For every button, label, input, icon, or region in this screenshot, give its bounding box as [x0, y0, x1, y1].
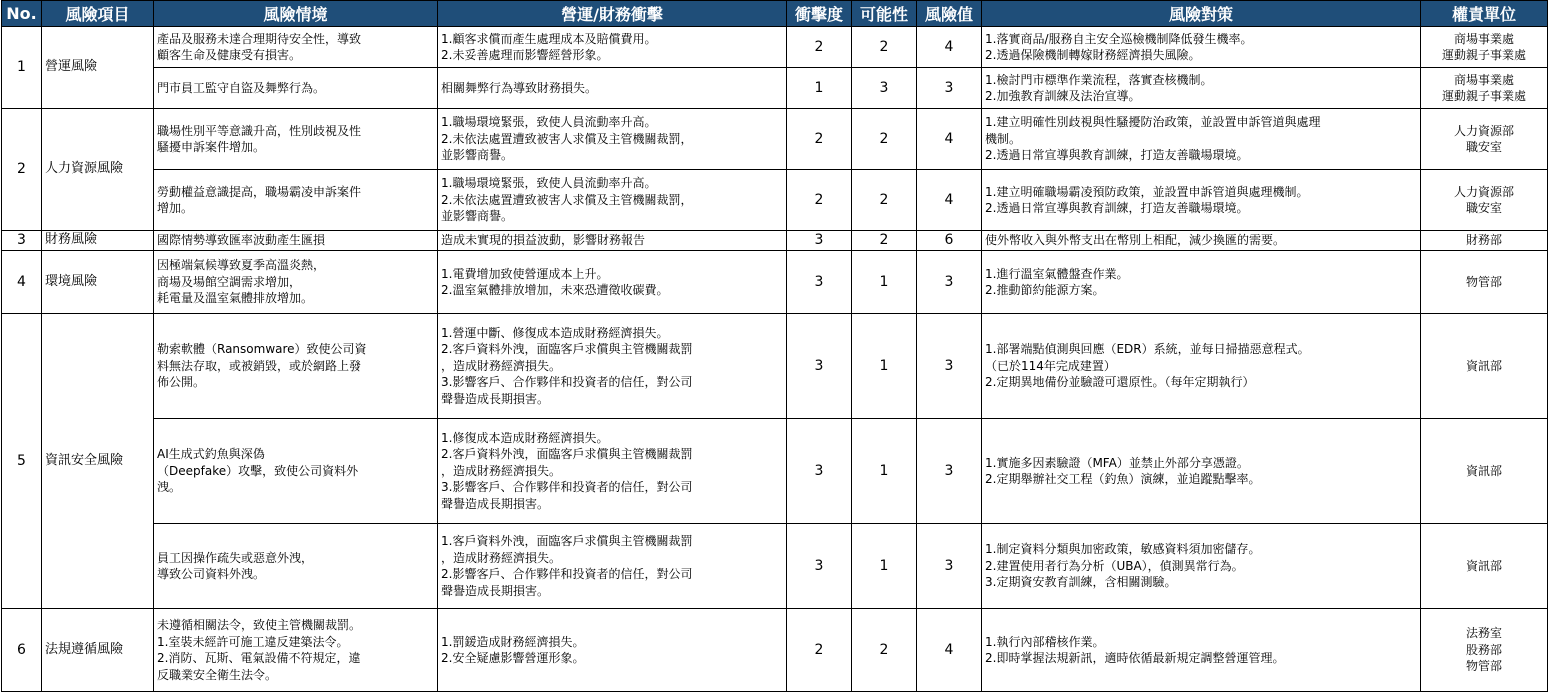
- header-risk-scenario: 風險情境: [154, 1, 438, 27]
- responsible-unit: [1421, 170, 1548, 231]
- risk-scenario-line: 因極端氣候導致夏季高溫炎熱，: [157, 258, 326, 273]
- likelihood-value: 2: [852, 231, 917, 251]
- likelihood-value: 2: [852, 27, 917, 68]
- risk-value: 3: [917, 524, 982, 609]
- risk-scenario: [154, 109, 438, 170]
- risk-countermeasure-line: 2.定期異地備份並驗證可還原性。（每年定期執行）: [985, 375, 1255, 390]
- risk-scenario: [154, 68, 438, 109]
- responsible-unit: [1421, 524, 1548, 609]
- responsible-unit-line: 商場事業處: [1453, 31, 1514, 46]
- operational-impact-line: 2.未妥善處理而影響經營形象。: [441, 48, 609, 62]
- risk-scenario: [154, 609, 438, 692]
- responsible-unit-line: 法務室: [1465, 626, 1502, 641]
- operational-impact: [438, 524, 787, 609]
- risk-value: 4: [917, 609, 982, 692]
- operational-impact-line: 1.職場環境緊張，致使人員流動率升高。: [441, 176, 657, 191]
- operational-impact-line: 1.修復成本造成財務經濟損失。: [441, 430, 609, 445]
- likelihood-value: 3: [852, 68, 917, 109]
- severity-value: 1: [787, 68, 852, 109]
- responsible-unit-line: 資訊部: [1465, 358, 1502, 373]
- risk-countermeasure: [982, 314, 1421, 419]
- likelihood-value: 2: [852, 170, 917, 231]
- responsible-unit: [1421, 419, 1548, 524]
- table-row: [2, 314, 1548, 419]
- operational-impact-line: 並影響商譽。: [441, 209, 514, 224]
- operational-impact-line: 2.安全疑慮影響營運形象。: [441, 651, 585, 665]
- risk-countermeasure-line: 2.加強教育訓練及法治宣導。: [985, 89, 1141, 103]
- operational-impact-line: 聲譽造成長期損害。: [441, 583, 550, 598]
- risk-countermeasure-line: （已於114年完成建置）: [985, 358, 1116, 373]
- operational-impact-line: 並影響商譽。: [441, 148, 514, 163]
- risk-countermeasure-line: 2.建置使用者行為分析（UBA），偵測異常行為。: [985, 558, 1244, 573]
- risk-category: 法規遵循風險: [42, 609, 154, 692]
- risk-countermeasure: [982, 251, 1421, 314]
- risk-scenario-line: 騷擾申訴案件增加。: [157, 140, 266, 154]
- operational-impact-line: 1.顧客求償而產生處理成本及賠償費用。: [441, 31, 657, 46]
- risk-scenario-line: 1.室裝未經許可施工違反建築法令。: [157, 634, 349, 649]
- responsible-unit-line: 物管部: [1465, 659, 1502, 674]
- risk-scenario-line: 職場性別平等意識升高，性別歧視及性: [157, 123, 362, 138]
- risk-countermeasure-line: 2.定期舉辦社交工程（釣魚）演練，並追蹤點擊率。: [985, 472, 1261, 486]
- responsible-unit-line: 資訊部: [1465, 463, 1502, 478]
- operational-impact-line: ，造成財務經濟損失。: [441, 550, 562, 565]
- operational-impact-line: 1.營運中斷、修復成本造成財務經濟損失。: [441, 325, 669, 340]
- header-responsible-unit: 權責單位: [1421, 1, 1548, 27]
- severity-value: 3: [787, 419, 852, 524]
- operational-impact-line: 1.職場環境緊張，致使人員流動率升高。: [441, 115, 657, 130]
- risk-scenario: [154, 419, 438, 524]
- severity-value: 3: [787, 524, 852, 609]
- responsible-unit-line: 人力資源部: [1453, 184, 1514, 199]
- table-row: [2, 251, 1548, 314]
- operational-impact-line: 2.影響客戶、合作夥伴和投資者的信任，對公司: [441, 567, 693, 581]
- responsible-unit-line: 資訊部: [1465, 558, 1502, 573]
- risk-scenario-line: 反職業安全衛生法令。: [157, 667, 278, 682]
- risk-countermeasure-line: 1.實施多因素驗證（MFA）並禁止外部分享憑證。: [985, 455, 1249, 470]
- responsible-unit-line: 股務部: [1465, 642, 1502, 657]
- risk-countermeasure-line: 1.制定資料分類與加密政策，敏感資料須加密儲存。: [985, 542, 1261, 557]
- risk-countermeasure-line: 2.透過保險機制轉嫁財務經濟損失風險。: [985, 48, 1201, 62]
- risk-countermeasure-line: 1.部署端點偵測與回應（EDR）系統，並每日掃描惡意程式。: [985, 342, 1310, 357]
- risk-countermeasure-line: 3.定期資安教育訓練，含相關測驗。: [985, 575, 1177, 590]
- risk-countermeasure-line: 1.建立明確性別歧視與性騷擾防治政策，並設置申訴管道與處理: [985, 115, 1321, 130]
- header-risk-value: 風險值: [917, 1, 982, 27]
- table-row: [2, 524, 1548, 609]
- header-likelihood: 可能性: [852, 1, 917, 27]
- severity-value: 2: [787, 109, 852, 170]
- severity-value: 2: [787, 609, 852, 692]
- risk-scenario-line: 勞動權益意識提高，職場霸凌申訴案件: [157, 184, 362, 199]
- operational-impact: [438, 170, 787, 231]
- risk-scenario: [154, 524, 438, 609]
- risk-category: 營運風險: [42, 27, 154, 109]
- risk-countermeasure-line: 使外幣收入與外幣支出在幣別上相配，減少換匯的需要。: [985, 233, 1286, 248]
- severity-value: 2: [787, 27, 852, 68]
- header-row: [2, 1, 1548, 27]
- operational-impact: [438, 419, 787, 524]
- risk-number: 3: [2, 231, 42, 251]
- risk-countermeasure-line: 1.執行內部稽核作業。: [985, 634, 1105, 649]
- risk-scenario-line: 顧客生命及健康受有損害。: [157, 48, 302, 62]
- operational-impact-line: 造成未實現的損益波動，影響財務報告: [441, 233, 646, 248]
- operational-impact-line: 2.未依法處置遭致被害人求償及主管機關裁罰，: [441, 131, 693, 146]
- risk-value: 3: [917, 251, 982, 314]
- risk-value: 4: [917, 170, 982, 231]
- responsible-unit: [1421, 251, 1548, 314]
- risk-table: [1, 0, 1548, 692]
- risk-scenario-line: 洩。: [157, 480, 182, 495]
- likelihood-value: 2: [852, 609, 917, 692]
- risk-countermeasure-line: 1.落實商品/服務自主安全巡檢機制降低發生機率。: [985, 31, 1253, 46]
- responsible-unit-line: 財務部: [1465, 233, 1502, 248]
- risk-scenario-line: 耗電量及溫室氣體排放增加。: [157, 291, 314, 306]
- risk-countermeasure-line: 2.即時掌握法規新訊，適時依循最新規定調整營運管理。: [985, 651, 1285, 665]
- risk-scenario-line: 員工因操作疏失或惡意外洩，: [157, 550, 314, 565]
- risk-scenario-line: 國際情勢導致匯率波動產生匯損: [157, 233, 326, 248]
- likelihood-value: 1: [852, 524, 917, 609]
- likelihood-value: 1: [852, 251, 917, 314]
- header-countermeasure: 風險對策: [982, 1, 1421, 27]
- risk-value: 3: [917, 314, 982, 419]
- responsible-unit-line: 運動親子事業處: [1441, 48, 1526, 62]
- risk-scenario: [154, 27, 438, 68]
- table-row: [2, 609, 1548, 692]
- operational-impact-line: 聲譽造成長期損害。: [441, 496, 550, 511]
- operational-impact-line: ，造成財務經濟損失。: [441, 358, 562, 373]
- risk-countermeasure: [982, 231, 1421, 251]
- risk-countermeasure: [982, 170, 1421, 231]
- responsible-unit: [1421, 231, 1548, 251]
- operational-impact-line: 2.溫室氣體排放增加，未來恐遭徵收碳費。: [441, 283, 669, 297]
- risk-scenario: [154, 231, 438, 251]
- risk-number: 5: [2, 314, 42, 609]
- risk-countermeasure-line: 2.推動節約能源方案。: [985, 283, 1105, 297]
- risk-scenario-line: AI生成式釣魚與深偽: [157, 447, 265, 462]
- risk-number: 2: [2, 109, 42, 231]
- responsible-unit-line: 運動親子事業處: [1441, 89, 1526, 103]
- risk-category: 財務風險: [42, 231, 154, 251]
- table-row: [2, 68, 1548, 109]
- operational-impact-line: 2.客戶資料外洩，面臨客戶求償與主管機關裁罰: [441, 447, 693, 462]
- risk-countermeasure-line: 機制。: [985, 131, 1022, 146]
- risk-scenario-line: 門市員工監守自盜及舞弊行為。: [157, 80, 326, 95]
- risk-value: 4: [917, 27, 982, 68]
- risk-countermeasure: [982, 68, 1421, 109]
- risk-number: 1: [2, 27, 42, 109]
- operational-impact-line: ，造成財務經濟損失。: [441, 463, 562, 478]
- risk-scenario-line: 勒索軟體（Ransomware）致使公司資: [157, 342, 367, 357]
- risk-category: 環境風險: [42, 251, 154, 314]
- severity-value: 2: [787, 170, 852, 231]
- risk-countermeasure-line: 2.透過日常宣導與教育訓練，打造友善職場環境。: [985, 201, 1249, 215]
- operational-impact: [438, 109, 787, 170]
- severity-value: 3: [787, 251, 852, 314]
- operational-impact: [438, 251, 787, 314]
- responsible-unit: [1421, 27, 1548, 68]
- likelihood-value: 2: [852, 109, 917, 170]
- responsible-unit-line: 職安室: [1465, 201, 1502, 215]
- risk-scenario-line: 料無法存取，或被銷毀，或於網路上發: [157, 358, 362, 373]
- responsible-unit: [1421, 68, 1548, 109]
- table-row: [2, 419, 1548, 524]
- risk-scenario-line: 導致公司資料外洩。: [157, 567, 266, 581]
- responsible-unit: [1421, 609, 1548, 692]
- header-risk-item: 風險項目: [42, 1, 154, 27]
- operational-impact-line: 1.客戶資料外洩，面臨客戶求償與主管機關裁罰: [441, 534, 693, 548]
- operational-impact: [438, 27, 787, 68]
- risk-countermeasure: [982, 524, 1421, 609]
- risk-scenario-line: 商場及場館空調需求增加，: [157, 274, 302, 289]
- operational-impact-line: 3.影響客戶、合作夥伴和投資者的信任，對公司: [441, 480, 693, 495]
- responsible-unit-line: 物管部: [1465, 274, 1502, 289]
- risk-scenario-line: 增加。: [157, 201, 194, 215]
- risk-scenario-line: 未遵循相關法令，致使主管機關裁罰。: [157, 618, 362, 632]
- likelihood-value: 1: [852, 314, 917, 419]
- risk-number: 6: [2, 609, 42, 692]
- table-body: [2, 27, 1548, 692]
- table-row: [2, 170, 1548, 231]
- severity-value: 3: [787, 314, 852, 419]
- operational-impact-line: 聲譽造成長期損害。: [441, 391, 550, 406]
- likelihood-value: 1: [852, 419, 917, 524]
- severity-value: 3: [787, 231, 852, 251]
- responsible-unit: [1421, 109, 1548, 170]
- operational-impact-line: 2.客戶資料外洩，面臨客戶求償與主管機關裁罰: [441, 342, 693, 357]
- header-impact: 營運/財務衝擊: [438, 1, 787, 27]
- operational-impact: [438, 314, 787, 419]
- risk-value: 3: [917, 419, 982, 524]
- risk-scenario-line: （Deepfake）攻擊，致使公司資料外: [157, 463, 359, 478]
- operational-impact: [438, 68, 787, 109]
- risk-scenario-line: 佈公開。: [157, 375, 206, 390]
- risk-category: 人力資源風險: [42, 109, 154, 231]
- operational-impact-line: 相關舞弊行為導致財務損失。: [441, 80, 598, 95]
- header-severity: 衝擊度: [787, 1, 852, 27]
- responsible-unit-line: 商場事業處: [1453, 72, 1514, 87]
- risk-countermeasure-line: 1.建立明確職場霸凌預防政策，並設置申訴管道與處理機制。: [985, 184, 1309, 199]
- risk-countermeasure: [982, 109, 1421, 170]
- table-row: [2, 109, 1548, 170]
- operational-impact-line: 1.罰鍰造成財務經濟損失。: [441, 634, 585, 649]
- operational-impact: [438, 609, 787, 692]
- table-row: [2, 231, 1548, 251]
- operational-impact-line: 3.影響客戶、合作夥伴和投資者的信任，對公司: [441, 375, 693, 390]
- risk-value: 3: [917, 68, 982, 109]
- risk-countermeasure: [982, 27, 1421, 68]
- responsible-unit-line: 職安室: [1465, 140, 1502, 154]
- risk-value: 4: [917, 109, 982, 170]
- risk-scenario-line: 產品及服務未達合理期待安全性，導致: [157, 31, 362, 46]
- operational-impact-line: 1.電費增加致使營運成本上升。: [441, 266, 609, 281]
- risk-number: 4: [2, 251, 42, 314]
- risk-value: 6: [917, 231, 982, 251]
- responsible-unit: [1421, 314, 1548, 419]
- risk-countermeasure-line: 1.進行溫室氣體盤查作業。: [985, 266, 1129, 281]
- risk-scenario-line: 2.消防、瓦斯、電氣設備不符規定，違: [157, 651, 361, 665]
- operational-impact-line: 2.未依法處置遭致被害人求償及主管機關裁罰，: [441, 192, 693, 207]
- risk-scenario: [154, 170, 438, 231]
- risk-countermeasure: [982, 419, 1421, 524]
- responsible-unit-line: 人力資源部: [1453, 123, 1514, 138]
- operational-impact: [438, 231, 787, 251]
- risk-countermeasure-line: 2.透過日常宣導與教育訓練，打造友善職場環境。: [985, 148, 1249, 163]
- risk-scenario: [154, 251, 438, 314]
- risk-scenario: [154, 314, 438, 419]
- risk-countermeasure: [982, 609, 1421, 692]
- risk-category: 資訊安全風險: [42, 314, 154, 609]
- risk-countermeasure-line: 1.檢討門市標準作業流程，落實查核機制。: [985, 72, 1213, 87]
- table-row: [2, 27, 1548, 68]
- header-no: No.: [2, 1, 42, 27]
